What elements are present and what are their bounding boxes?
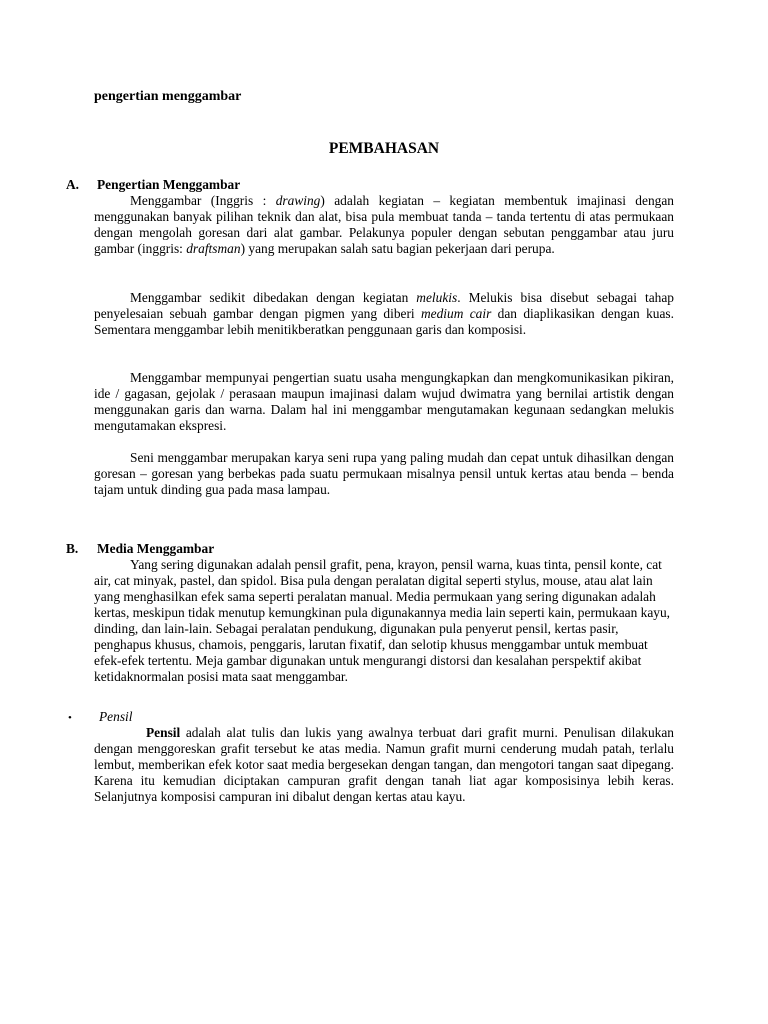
- paragraph-text: adalah alat tulis dan lukis yang awalnya terbuat dari grafit murni. Penulisan dilakukan dengan menggoreskan grafit tersebut ke atas media. Namun grafit murni cenderung mudah patah, terlalu lembut, memberikan efek kotor saat media bergesekan dengan tangan, dan mengotori tangan saat dipegang. Karena itu kemudian diciptakan campuran grafit dengan tanah liat agar komposisinya lebih keras. Selanjutnya komposisi campuran ini dibalut dengan kertas atau kayu.: [94, 725, 674, 804]
- italic-term: draftsman: [186, 241, 241, 256]
- italic-term: medium cair: [421, 306, 492, 321]
- bullet-label: Pensil: [99, 709, 133, 724]
- section-a-paragraph-4: Seni menggambar merupakan karya seni rupa yang paling mudah dan cepat untuk dihasilkan dengan goresan – goresan yang berbekas pada suatu permukaan misalnya pensil untuk kertas atau benda – benda tajam untuk dinding gua pada masa lampau.: [94, 450, 674, 497]
- bullet-item-pensil: [66, 709, 132, 726]
- paragraph-text: Menggambar (Inggris :: [130, 193, 276, 208]
- paragraph-text: Menggambar sedikit dibedakan dengan kegiatan: [130, 290, 417, 305]
- bullet-icon: •: [68, 712, 72, 724]
- paragraph-text: ) yang merupakan salah satu bagian pekerjaan dari perupa.: [240, 241, 555, 256]
- italic-term: melukis: [416, 290, 458, 305]
- section-b-paragraph-1: Yang sering digunakan adalah pensil grafit, pena, krayon, pensil warna, kuas tinta, pensil konte, cat air, cat minyak, pastel, dan spidol. Bisa pula dengan peralatan digital seperti stylus, mouse, atau alat lain yang menghasilkan efek sama seperti peralatan manual. Media permukaan yang sering digunakan adalah kertas, meskipun tidak menutup kemungkinan pula digunakannya media lain seperti kain, permukaan kayu, dinding, dan lain-lain. Sebagai peralatan pendukung, digunakan pula penyerut pensil, kertas pasir, penghapus khusus, chamois, penggaris, larutan fixatif, dan selotip khusus menggambar untuk membuat efek-efek tertentu. Meja gambar digunakan untuk mengurangi distorsi dan kesalahan perspektif akibat ketidaknormalan posisi mata saat menggambar.: [94, 557, 671, 684]
- section-b-letter: B.: [66, 541, 79, 556]
- section-a-title: Pengertian Menggambar: [97, 177, 241, 192]
- document-title: pengertian menggambar: [94, 89, 242, 104]
- paragraph-text: ) adalah kegiatan – kegiatan membentuk imajinasi dengan menggunakan banyak pilihan teknik dan alat, bisa pula membuat tanda – tanda tertentu di atas permukaan dengan mengolah goresan dari alat gambar. Pelakunya populer dengan sebutan penggambar atau juru gambar (inggris:: [94, 193, 674, 256]
- section-a-paragraph-3: Menggambar mempunyai pengertian suatu usaha mengungkapkan dan mengkomunikasikan pikiran, ide / gagasan, gejolak / perasaan maupun imajinasi dalam wujud dwimatra yang bernilai artistik dengan menggunakan garis dan warna. Dalam hal ini menggambar mengutamakan kegunaan sedangkan melukis mengutamakan ekspresi.: [94, 370, 674, 433]
- section-a-paragraph-2: [94, 290, 674, 338]
- section-a-letter: A.: [66, 177, 80, 192]
- section-b-paragraph-2: [94, 725, 674, 805]
- section-a-paragraph-1: [94, 193, 674, 257]
- section-a-heading: [66, 177, 240, 193]
- italic-term: drawing: [275, 193, 321, 208]
- paragraph-text: dan diaplikasikan dengan kuas. Sementara menggambar lebih menitikberatkan penggunaan garis dan komposisi.: [94, 306, 674, 337]
- paragraph-text: . Melukis bisa disebut sebagai tahap penyelesaian sebuah gambar dengan pigmen yang diberi: [94, 290, 674, 321]
- section-b-title: Media Menggambar: [97, 541, 215, 556]
- bold-term: Pensil: [146, 725, 181, 740]
- main-heading: PEMBAHASAN: [328, 140, 440, 157]
- section-b-heading: [66, 541, 214, 557]
